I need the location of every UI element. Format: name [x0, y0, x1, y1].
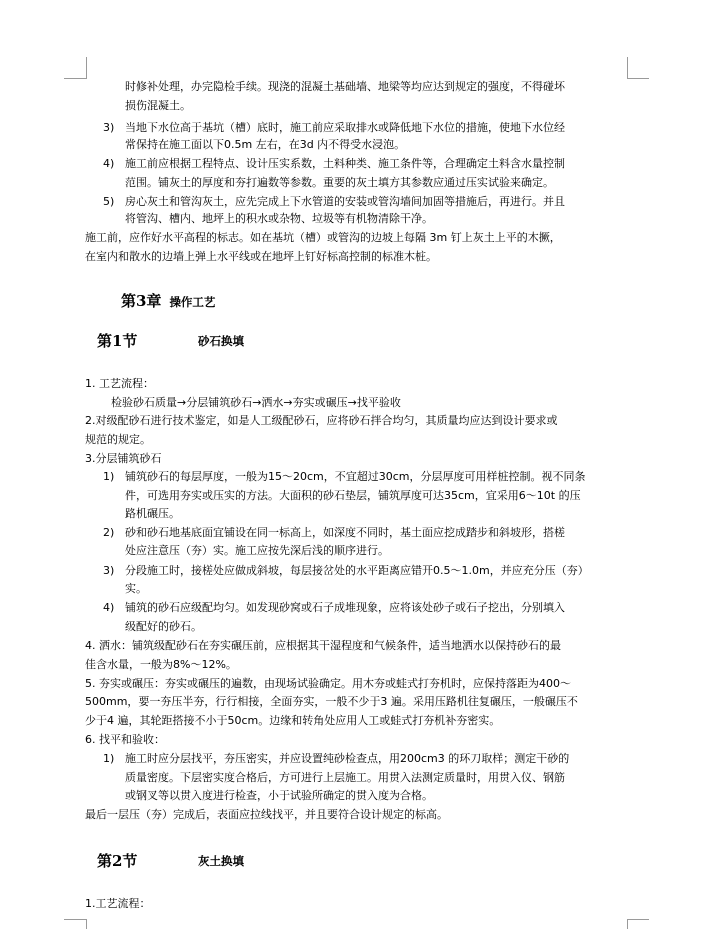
text-line: 6. 找平和验收：	[85, 733, 165, 746]
text-line: 范围。铺灰土的厚度和夯打遍数等参数。重要的灰土填方其参数应通过压实试验来确定。	[125, 176, 554, 189]
text-line: 损伤混凝土。	[125, 99, 191, 112]
list-number: 4)	[103, 601, 115, 614]
text-line: 或钢叉等以贯入度进行检查，小于试验所确定的贯入度为合格。	[125, 789, 433, 802]
text-line: 2.对级配砂石进行技术鉴定，如是人工级配砂石，应将砂石拌合均匀，其质量均应达到设计要求或	[85, 414, 558, 427]
list-number: 5)	[103, 195, 115, 208]
text-line: 在室内和散水的边墙上弹上水平线或在地坪上钉好标高控制的标准木桩。	[85, 250, 437, 263]
text-line: 1.工艺流程：	[85, 897, 151, 910]
list-number: 1)	[103, 470, 115, 483]
section-label: 第2节	[97, 852, 138, 870]
text-line: 3.分层铺筑砂石	[85, 452, 162, 465]
section-title: 砂石换填	[198, 334, 244, 348]
text-line: 铺筑砂石的每层厚度，一般为15～20cm，不宜超过30cm，分层厚度可用样桩控制。视不同条	[125, 470, 586, 483]
text-line: 处应注意压（夯）实。施工应按先深后浅的顺序进行。	[125, 544, 389, 557]
text-line: 佳含水量，一般为8%～12%。	[85, 658, 237, 671]
text-line: 500mm，要一夯压半夯，行行相接，全面夯实，一般不少于3 遍。采用压路机往复碾压，一般碾压不	[85, 695, 578, 708]
text-line: 分段施工时，接槎处应做成斜坡，每层接岔处的水平距离应错开0.5～1.0m，并应充分压（夯）	[125, 564, 589, 577]
list-number: 3)	[103, 564, 115, 577]
list-number: 4)	[103, 157, 115, 170]
chapter-title: 操作工艺	[169, 295, 216, 309]
text-line: 房心灰土和管沟灰土，应先完成上下水管道的安装或管沟墙间加固等措施后，再进行。并且	[125, 195, 565, 208]
text-line: 质量密度。下层密实度合格后，方可进行上层施工。用贯入法测定质量时，用贯入仪、钢筋	[125, 771, 565, 784]
text-line: 路机碾压。	[125, 507, 180, 520]
text-line: 件，可选用夯实或压实的方法。大面积的砂石垫层，铺筑厚度可达35cm，宜采用6～10t 的压	[125, 489, 581, 502]
text-line: 少于4 遍，其轮距搭接不小于50cm。边缘和转角处应用人工或蛙式打夯机补夯密实。	[85, 714, 501, 727]
text-line: 施工时应分层找平，夯压密实，并应设置纯砂检查点，用200cm3 的环刀取样；测定干砂的	[125, 752, 570, 765]
text-line: 5. 夯实或碾压：夯实或碾压的遍数，由现场试验确定。用木夯或蛙式打夯机时，应保持落距为400～	[85, 677, 571, 690]
text-line: 4. 洒水：铺筑级配砂石在夯实碾压前，应根据其干湿程度和气候条件，适当地洒水以保持砂石的最	[85, 639, 561, 652]
text-line: 规范的规定。	[85, 433, 151, 446]
text-line: 砂和砂石地基底面宜铺设在同一标高上，如深度不同时，基土面应挖成踏步和斜坡形，搭槎	[125, 526, 565, 539]
text-line: 级配好的砂石。	[125, 620, 202, 633]
section-title: 灰土换填	[198, 854, 244, 868]
chapter-heading	[121, 290, 215, 311]
chapter-label: 第3章	[121, 292, 162, 310]
text-line: 时修补处理，办完隐检手续。现浇的混凝土基础墙、地梁等均应达到规定的强度，不得碰坏	[125, 80, 565, 93]
text-line: 施工前应根据工程特点、设计压实系数，土料种类、施工条件等，合理确定土料含水量控制	[125, 157, 565, 170]
text-line: 检验砂石质量→分层铺筑砂石→洒水→夯实或碾压→找平验收	[111, 396, 401, 409]
section-heading	[97, 850, 244, 871]
list-number: 3)	[103, 121, 115, 134]
text-line: 将管沟、槽内、地坪上的积水或杂物、垃圾等有机物清除干净。	[125, 212, 433, 225]
text-line: 当地下水位高于基坑（槽）底时，施工前应采取排水或降低地下水位的措施，使地下水位经	[125, 121, 565, 134]
text-line: 实。	[125, 582, 147, 595]
section-heading	[97, 330, 244, 351]
list-number: 2)	[103, 526, 115, 539]
text-line: 铺筑的砂石应级配均匀。如发现砂窝或石子成堆现象，应将该处砂子或石子挖出，分别填入	[125, 601, 565, 614]
text-line: 施工前，应作好水平高程的标志。如在基坑（槽）或管沟的边坡上每隔 3m 钉上灰土上平的木撅，	[85, 231, 561, 244]
text-line: 1. 工艺流程：	[85, 377, 154, 390]
list-number: 1)	[103, 752, 115, 765]
text-line: 常保持在施工面以下0.5m 左右，在3d 内不得受水浸泡。	[125, 138, 406, 151]
text-line: 最后一层压（夯）完成后，表面应拉线找平，并且要符合设计规定的标高。	[85, 808, 448, 821]
section-label: 第1节	[97, 332, 138, 350]
